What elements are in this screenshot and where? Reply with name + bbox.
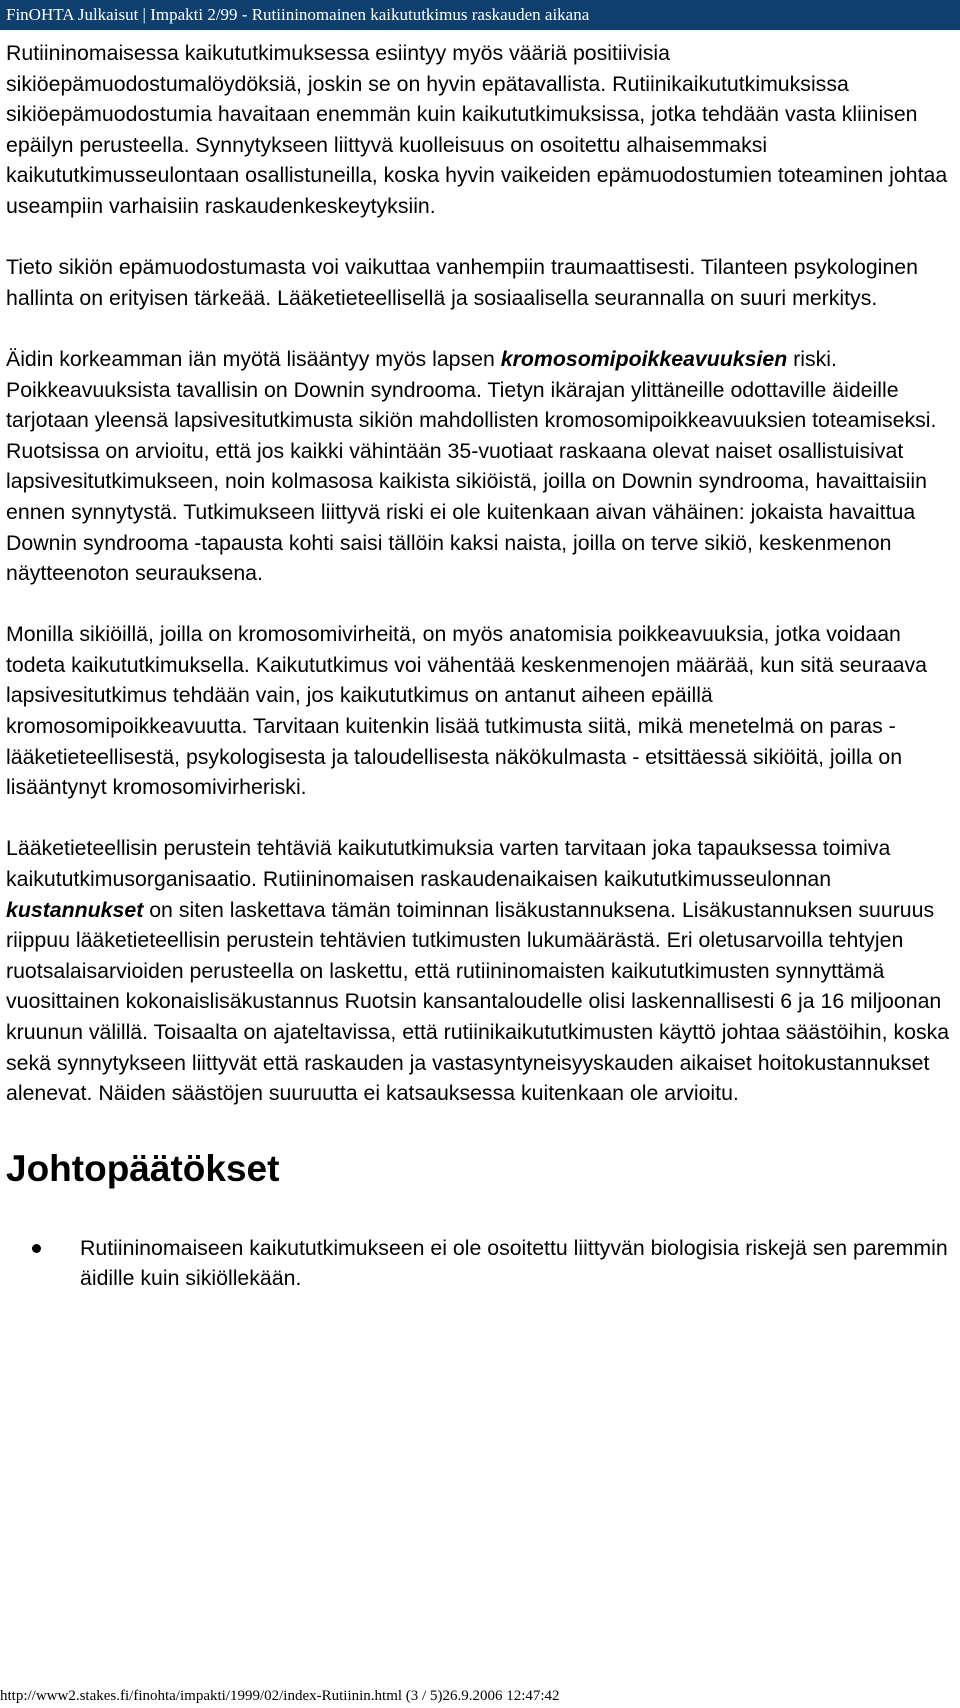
paragraph-chromosome-risk (6, 344, 950, 589)
conclusions-list (6, 1233, 950, 1294)
conclusions-heading: Johtopäätökset (6, 1147, 280, 1189)
conclusion-item-text: Rutiininomaiseen kaikututkimukseen ei ole osoitettu liittyvän biologisia riskejä sen paremmin äidille kuin sikiölle​kään. (80, 1235, 948, 1291)
emphasis-chromosome-abnormalities: kromosomipoikkeavuuksien (500, 346, 788, 371)
page-header-title: FinOHTA Julkaisut | Impakti 2/99 - Rutiininomainen kaikututkimus raskauden aikana (6, 5, 590, 24)
paragraph-chromosome-risk-end: riski. Poikkeavuuksista tavallisin on Downin syndrooma. Tietyn ikärajan ylittäneille odottaville äideille tarjotaan yleensä lapsivesitutkimusta sikiön mahdollisten kromosomipoikkeavuuksien toteamiseksi. Ruotsissa on arvioitu, että jos kaikki vähintään 35-vuotiaat raskaana olevat naiset osallistuisivat lapsivesitutkimukseen, noin kolmasosa kaikista sikiöistä, joilla on Downin syndrooma, havaittaisiin ennen synnytystä. Tutkimukseen liittyvä riski ei ole kuitenkaan aivan vähäinen: jokaista havaittua Downin syndrooma -tapausta kohti saisi tällöin kaksi naista, joilla on terve sikiö, keskenmenon näytteenoton seurauksena. (6, 346, 937, 586)
emphasis-costs: kustannukset (6, 897, 144, 922)
paragraph-costs (6, 833, 950, 1108)
paragraph-chromosome-risk-start: Äidin korkeamman iän myötä lisääntyy myös lapsen (6, 346, 501, 371)
paragraph-false-positives: Rutiininomaisessa kaikututkimuksessa esiintyy myös vääriä positiivisia sikiöepämuodostumalöydöksiä, joskin se on hyvin epätavallista. Rutiinikaikututkimuksissa sikiöepämuodostumia havaitaan enemmän kuin kaikututkimuksissa, jotka tehdään vasta kliinisen epäilyn perusteella. Synnytykseen liittyvä kuolleisuus on osoitettu alhaisemmaksi kaikututkimusseulontaan osallistuneilla, koska hyvin vaikeiden epämuodostumien toteaminen johtaa useampiin varhaisiin raskaudenkeskeytyksiin. (6, 41, 948, 218)
paragraph-costs-end: on siten laskettava tämän toiminnan lisäkustannuksena. Lisäkustannuksen suuruus riippuu lääketieteellisin perustein tehtävien tutkimusten lukumäärästä. Eri oletusarvoilla tehtyjen ruotsalaisarvioiden perusteella on laskettu, että rutiininomaisten kaikututkimusten synnyttämä vuosittainen kokonaislisäkustannus Ruotsin kansantaloudelle olisi laskennallisesti 6 ja 16 miljoonan kruunun välillä. Toisaalta on ajateltavissa, että rutiinikaikututkimusten käyttö johtaa säästöihin, koska sekä synnytykseen liittyvät että raskauden ja vastasyntyneisyyskauden aikaiset hoitokustannukset alenevat. Näiden säästöjen suuruutta ei katsauksessa kuitenkaan ole arvioitu. (6, 897, 950, 1106)
bullet-icon (32, 1244, 41, 1253)
article-body (6, 38, 950, 1294)
paragraph-costs-start: Lääketieteellisin perustein tehtäviä kaikututkimuksia varten tarvitaan joka tapauksessa toimiva kaikututkimusorganisaatio. Rutiininomaisen raskaudenaikaisen kaikututkimusseulonnan (6, 836, 891, 892)
page-header-bar (0, 0, 960, 30)
page-footer-url: http://www2.stakes.fi/finohta/impakti/1999/02/index-Rutiinin.html (3 / 5)26.9.2006 12:47:42 (0, 1688, 560, 1704)
conclusion-item (6, 1233, 950, 1294)
paragraph-anatomical-anomalies: Monilla sikiöillä, joilla on kromosomivirheitä, on myös anatomisia poikkeavuuksia, jotka voidaan todeta kaikututkimuksella. Kaikututkimus voi vähentää keskenmenojen määrää, kun sitä seuraava lapsivesitutkimus tehdään vain, jos kaikututkimus on antanut aiheen epäillä kromosomipoikkeavuutta. Tarvitaan kuitenkin lisää tutkimusta siitä, mikä menetelmä on paras - lääketieteellisestä, psykologisesta ja taloudellisesta näkökulmasta - etsittäessä sikiöitä, joilla on lisääntynyt kromosomivirheriski. (6, 622, 927, 800)
paragraph-psychological-impact: Tieto sikiön epämuodostumasta voi vaikuttaa vanhempiin traumaattisesti. Tilanteen psykologinen hallinta on erityisen tärkeää. Lääketieteellisellä ja sosiaalisella seurannalla on suuri merkitys. (6, 255, 918, 310)
